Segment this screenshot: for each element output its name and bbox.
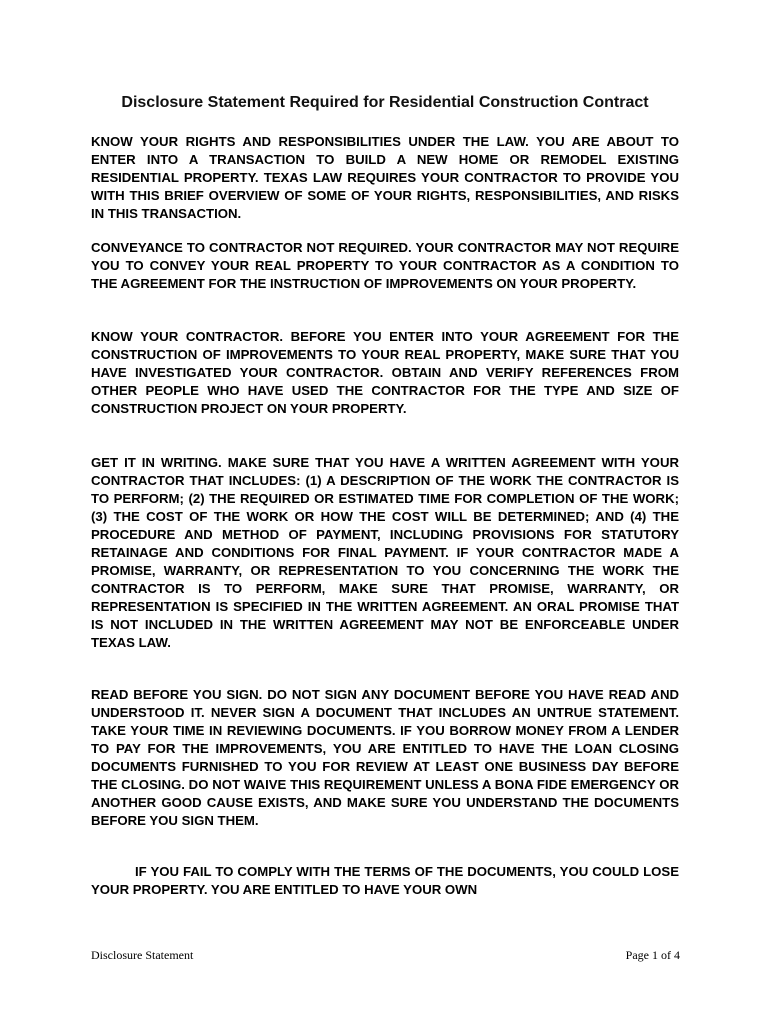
paragraph-know-your-contractor: KNOW YOUR CONTRACTOR. BEFORE YOU ENTER INTO YOUR AGREEMENT FOR THE CONSTRUCTION OF IMPROVEMENTS TO YOUR REAL PROPERTY, MAKE SURE THAT YOU HAVE INVESTIGATED YOUR CONTRACTOR. OBTAIN AND VERIFY REFERENCES FROM OTHER PEOPLE WHO HAVE USED THE CONTRACTOR FOR THE TYPE AND SIZE OF CONSTRUCTION PROJECT ON YOUR PROPERTY. [91,329,679,416]
document-title: Disclosure Statement Required for Residential Construction Contract [121,94,649,111]
paragraph-failure-to-comply: IF YOU FAIL TO COMPLY WITH THE TERMS OF THE DOCUMENTS, YOU COULD LOSE YOUR PROPERTY. YOU ARE ENTITLED TO HAVE YOUR OWN [91,864,679,897]
paragraph-read-before-you-sign: READ BEFORE YOU SIGN. DO NOT SIGN ANY DOCUMENT BEFORE YOU HAVE READ AND UNDERSTOOD IT. NEVER SIGN A DOCUMENT THAT INCLUDES AN UNTRUE STATEMENT. TAKE YOUR TIME IN REVIEWING DOCUMENTS. IF YOU BORROW MONEY FROM A LENDER TO PAY FOR THE IMPROVEMENTS, YOU ARE ENTITLED TO HAVE THE LOAN CLOSING DOCUMENTS FURNISHED TO YOU FOR REVIEW AT LEAST ONE BUSINESS DAY BEFORE THE CLOSING. DO NOT WAIVE THIS REQUIREMENT UNLESS A BONA FIDE EMERGENCY OR ANOTHER GOOD CAUSE EXISTS, AND MAKE SURE YOU UNDERSTAND THE DOCUMENTS BEFORE YOU SIGN THEM. [91,687,679,828]
paragraph-know-your-rights: KNOW YOUR RIGHTS AND RESPONSIBILITIES UNDER THE LAW. YOU ARE ABOUT TO ENTER INTO A TRANSACTION TO BUILD A NEW HOME OR REMODEL EXISTING RESIDENTIAL PROPERTY. TEXAS LAW REQUIRES YOUR CONTRACTOR TO PROVIDE YOU WITH THIS BRIEF OVERVIEW OF SOME OF YOUR RIGHTS, RESPONSIBILITIES, AND RISKS IN THIS TRANSACTION. [91,134,679,221]
footer-page-number: Page 1 of 4 [625,948,680,962]
footer-document-name: Disclosure Statement [91,948,194,962]
paragraph-get-it-in-writing: GET IT IN WRITING. MAKE SURE THAT YOU HAVE A WRITTEN AGREEMENT WITH YOUR CONTRACTOR THAT INCLUDES: (1) A DESCRIPTION OF THE WORK THE CONTRACTOR IS TO PERFORM; (2) THE REQUIRED OR ESTIMATED TIME FOR COMPLETION OF THE WORK; (3) THE COST OF THE WORK OR HOW THE COST WILL BE DETERMINED; AND (4) THE PROCEDURE AND METHOD OF PAYMENT, INCLUDING PROVISIONS FOR STATUTORY RETAINAGE AND CONDITIONS FOR FINAL PAYMENT. IF YOUR CONTRACTOR MADE A PROMISE, WARRANTY, OR REPRESENTATION TO YOU CONCERNING THE WORK THE CONTRACTOR IS TO PERFORM, MAKE SURE THAT PROMISE, WARRANTY, OR REPRESENTATION IS SPECIFIED IN THE WRITTEN AGREEMENT. AN ORAL PROMISE THAT IS NOT INCLUDED IN THE WRITTEN AGREEMENT MAY NOT BE ENFORCEABLE UNDER TEXAS LAW. [91,455,679,650]
paragraph-conveyance: CONVEYANCE TO CONTRACTOR NOT REQUIRED. YOUR CONTRACTOR MAY NOT REQUIRE YOU TO CONVEY YOUR REAL PROPERTY TO YOUR CONTRACTOR AS A CONDITION TO THE AGREEMENT FOR THE INSTRUCTION OF IMPROVEMENTS ON YOUR PROPERTY. [91,240,679,291]
